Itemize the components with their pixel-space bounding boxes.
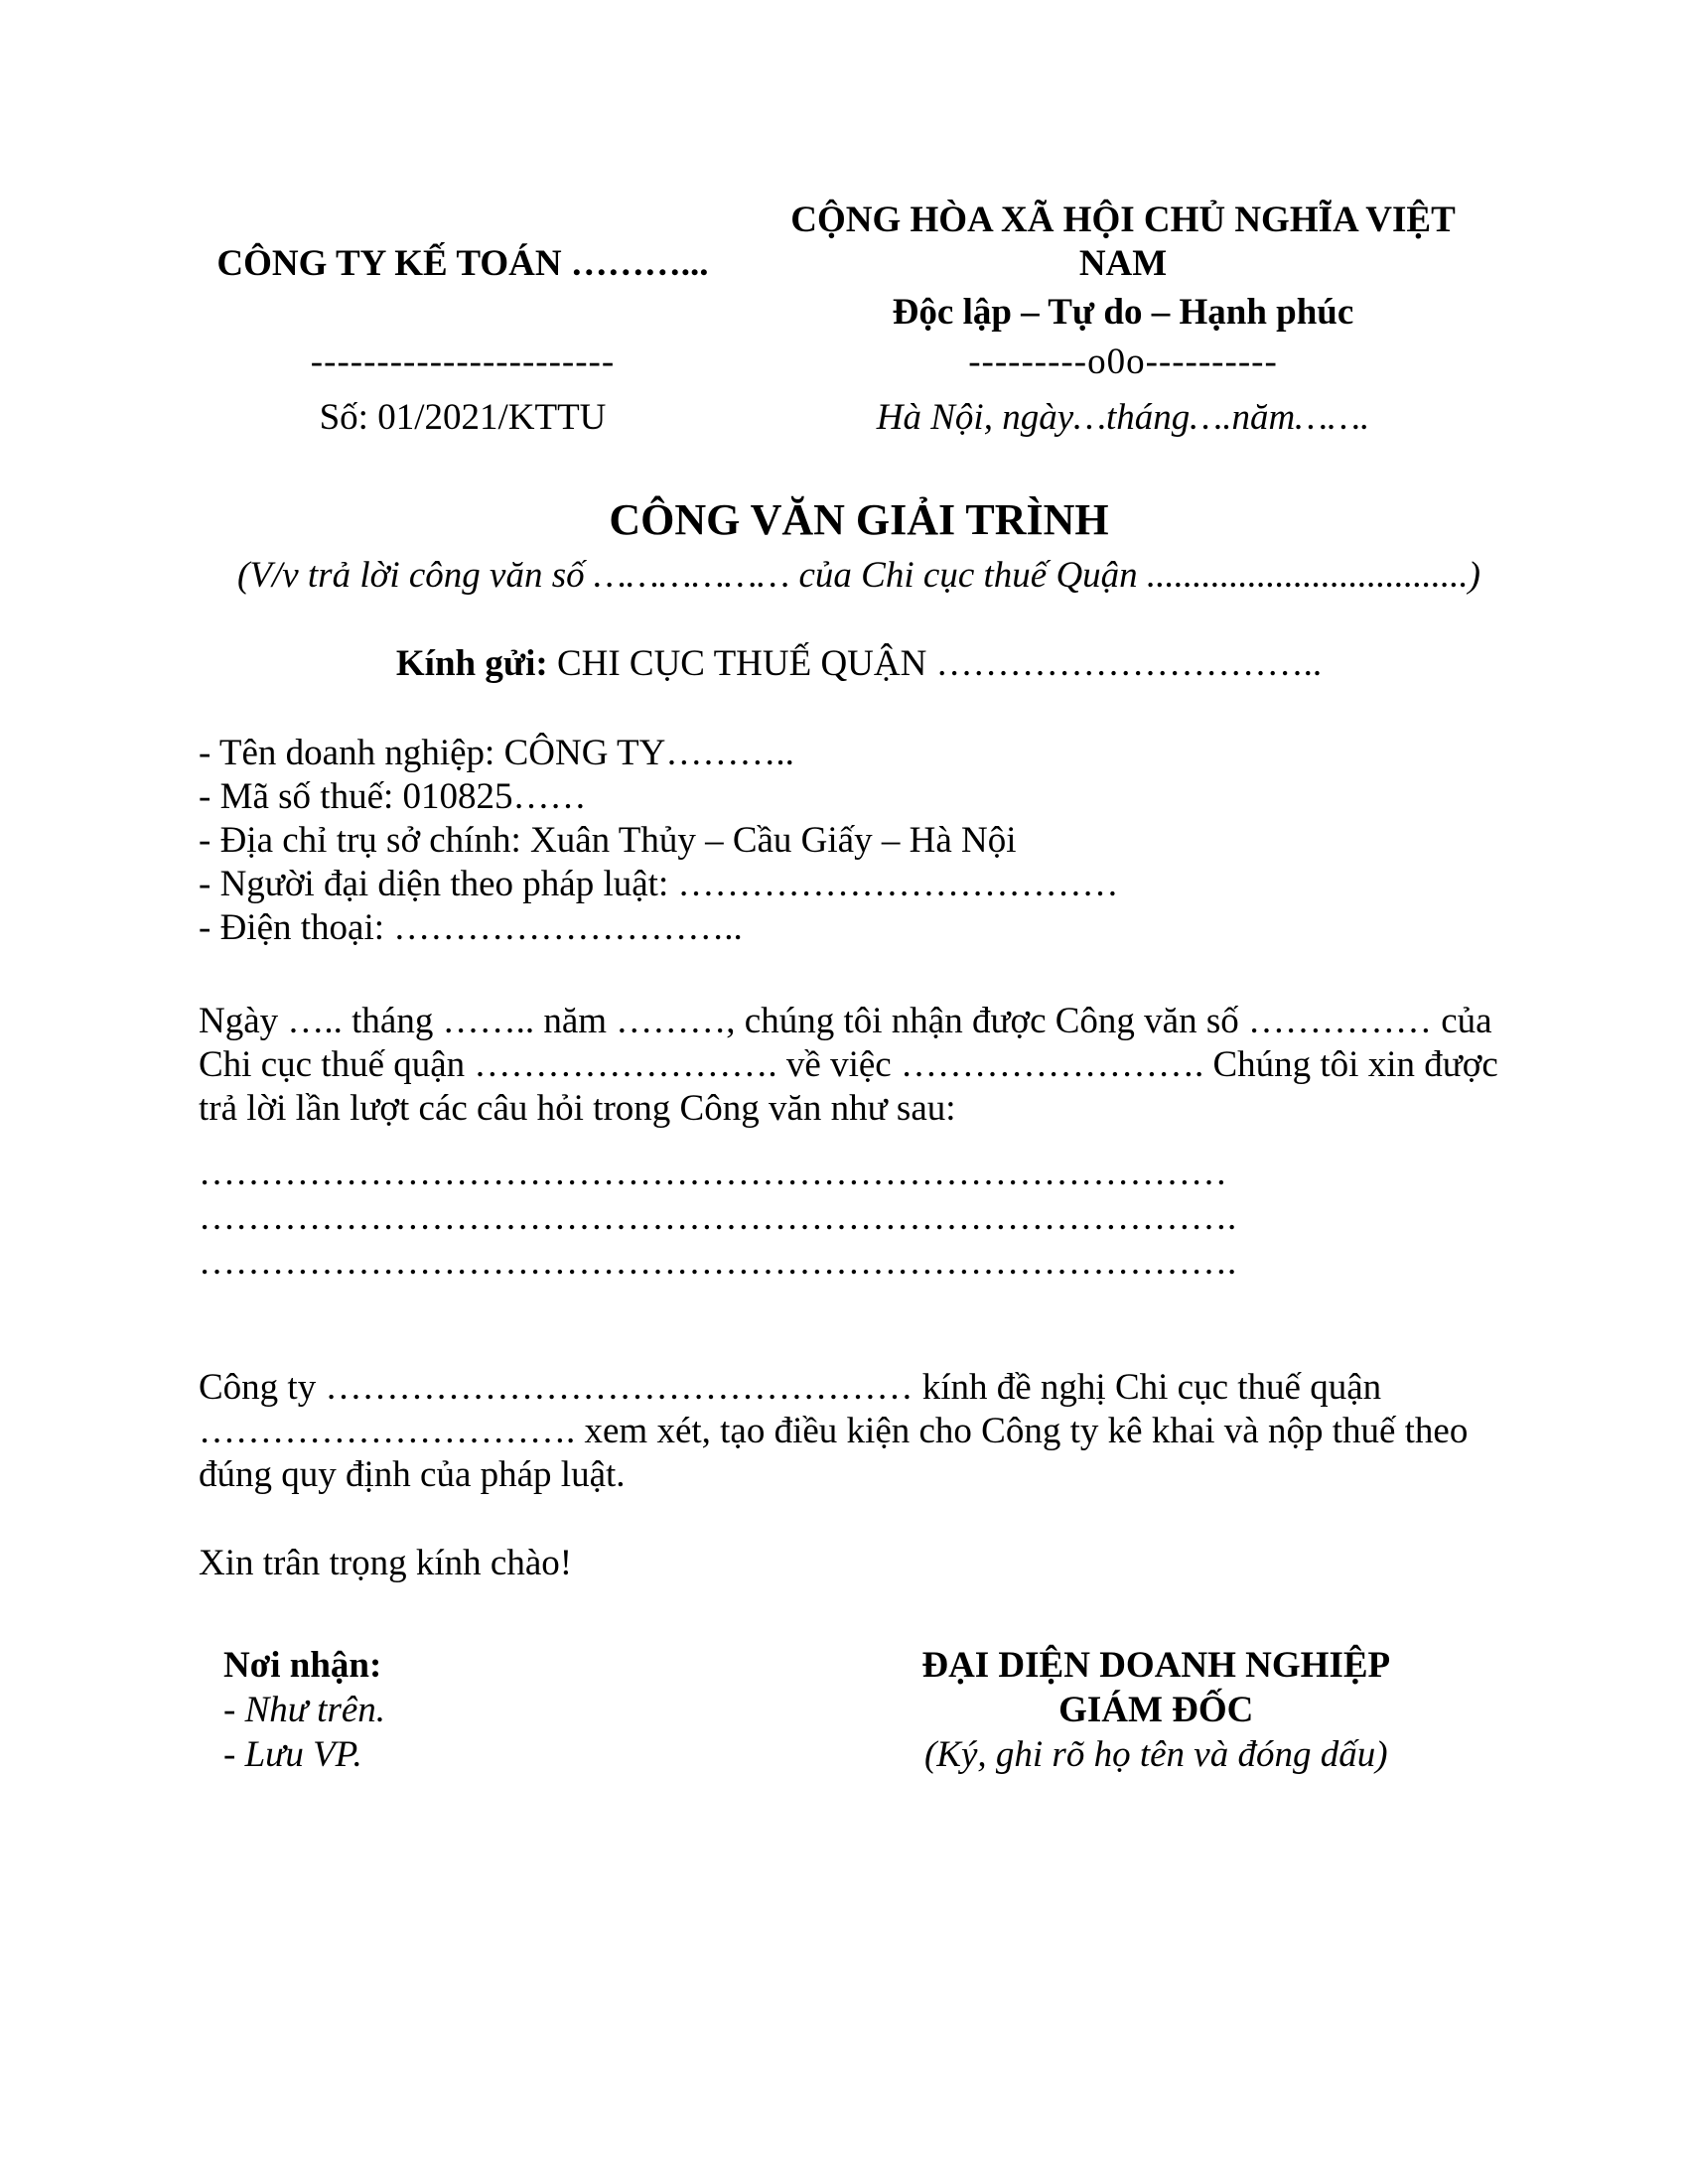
national-title-line2: NAM — [1078, 243, 1168, 284]
place-date-line: Hà Nội, ngày…tháng….năm……. — [876, 397, 1370, 438]
letterhead-right-column — [727, 199, 1519, 440]
company-info-list — [199, 732, 1519, 950]
document-number: Số: 01/2021/KTTU — [319, 397, 607, 438]
recipients-label: Nơi nhận: — [223, 1645, 382, 1686]
signature-role-line2: GIÁM ĐỐC — [1058, 1690, 1254, 1730]
document-subtitle: (V/v trả lời công văn số ……………… của Chi cục thuế Quận ...................................) — [237, 555, 1480, 596]
salutation-line — [199, 642, 1519, 686]
company-info-item-name: - Tên doanh nghiệp: CÔNG TY……….. — [199, 733, 794, 773]
signature-block — [793, 1643, 1520, 1777]
recipients-item: - Như trên. — [223, 1690, 386, 1730]
company-divider-dashes: ----------------------- — [310, 341, 616, 382]
answer-fill-line: …………………………………………………………………………. — [199, 1197, 1237, 1238]
company-info-item-tax-code: - Mã số thuế: 010825…… — [199, 776, 587, 817]
signature-instruction: (Ký, ghi rõ họ tên và đóng dấu) — [923, 1734, 1388, 1775]
body-paragraph-2: Công ty ………………………………………… kính đề nghị Chi cục thuế quận …………………………. xem xét, tạo điều kiện cho Công ty kê khai và nộp thuế theo đúng quy định của pháp luật. — [199, 1367, 1469, 1495]
letterhead — [199, 199, 1519, 440]
footer — [199, 1643, 1519, 1777]
document-title: CÔNG VĂN GIẢI TRÌNH — [609, 495, 1109, 544]
national-motto: Độc lập – Tự do – Hạnh phúc — [892, 292, 1354, 333]
salutation-recipient: CHI CỤC THUẾ QUẬN ………………………….. — [547, 643, 1323, 684]
company-info-item-phone: - Điện thoại: ……………………….. — [199, 907, 743, 948]
national-title-line1: CỘNG HÒA XÃ HỘI CHỦ NGHĨA VIỆT — [790, 200, 1456, 240]
recipients-item: - Lưu VP. — [223, 1734, 362, 1775]
salutation-label: Kính gửi: — [395, 643, 548, 684]
letterhead-left-column — [199, 199, 727, 440]
company-info-item-address: - Địa chỉ trụ sở chính: Xuân Thủy – Cầu Giấy – Hà Nội — [199, 820, 1017, 861]
closing-line: Xin trân trọng kính chào! — [199, 1543, 573, 1583]
signature-role-line1: ĐẠI DIỆN DOANH NGHIỆP — [921, 1645, 1391, 1686]
answer-fill-lines — [199, 1151, 1519, 1285]
recipients-block — [199, 1643, 793, 1777]
answer-fill-line: …………………………………………………………………………. — [199, 1242, 1237, 1283]
motto-divider: ---------o0o---------- — [968, 341, 1278, 382]
letterhead-left-spacer — [199, 199, 727, 242]
body-paragraph-1: Ngày ….. tháng …….. năm ………, chúng tôi nhận được Công văn số …………… của Chi cục thuế quận ……………………. về việc ……………………. Chúng tôi xin được trả lời lần lượt các câu hỏi trong Công văn như sau: — [199, 1001, 1498, 1129]
company-info-item-representative: - Người đại diện theo pháp luật: ……………………………… — [199, 864, 1119, 904]
answer-fill-line: ………………………………………………………………………… — [199, 1153, 1227, 1193]
company-name-line: CÔNG TY KẾ TOÁN ………... — [216, 243, 709, 284]
